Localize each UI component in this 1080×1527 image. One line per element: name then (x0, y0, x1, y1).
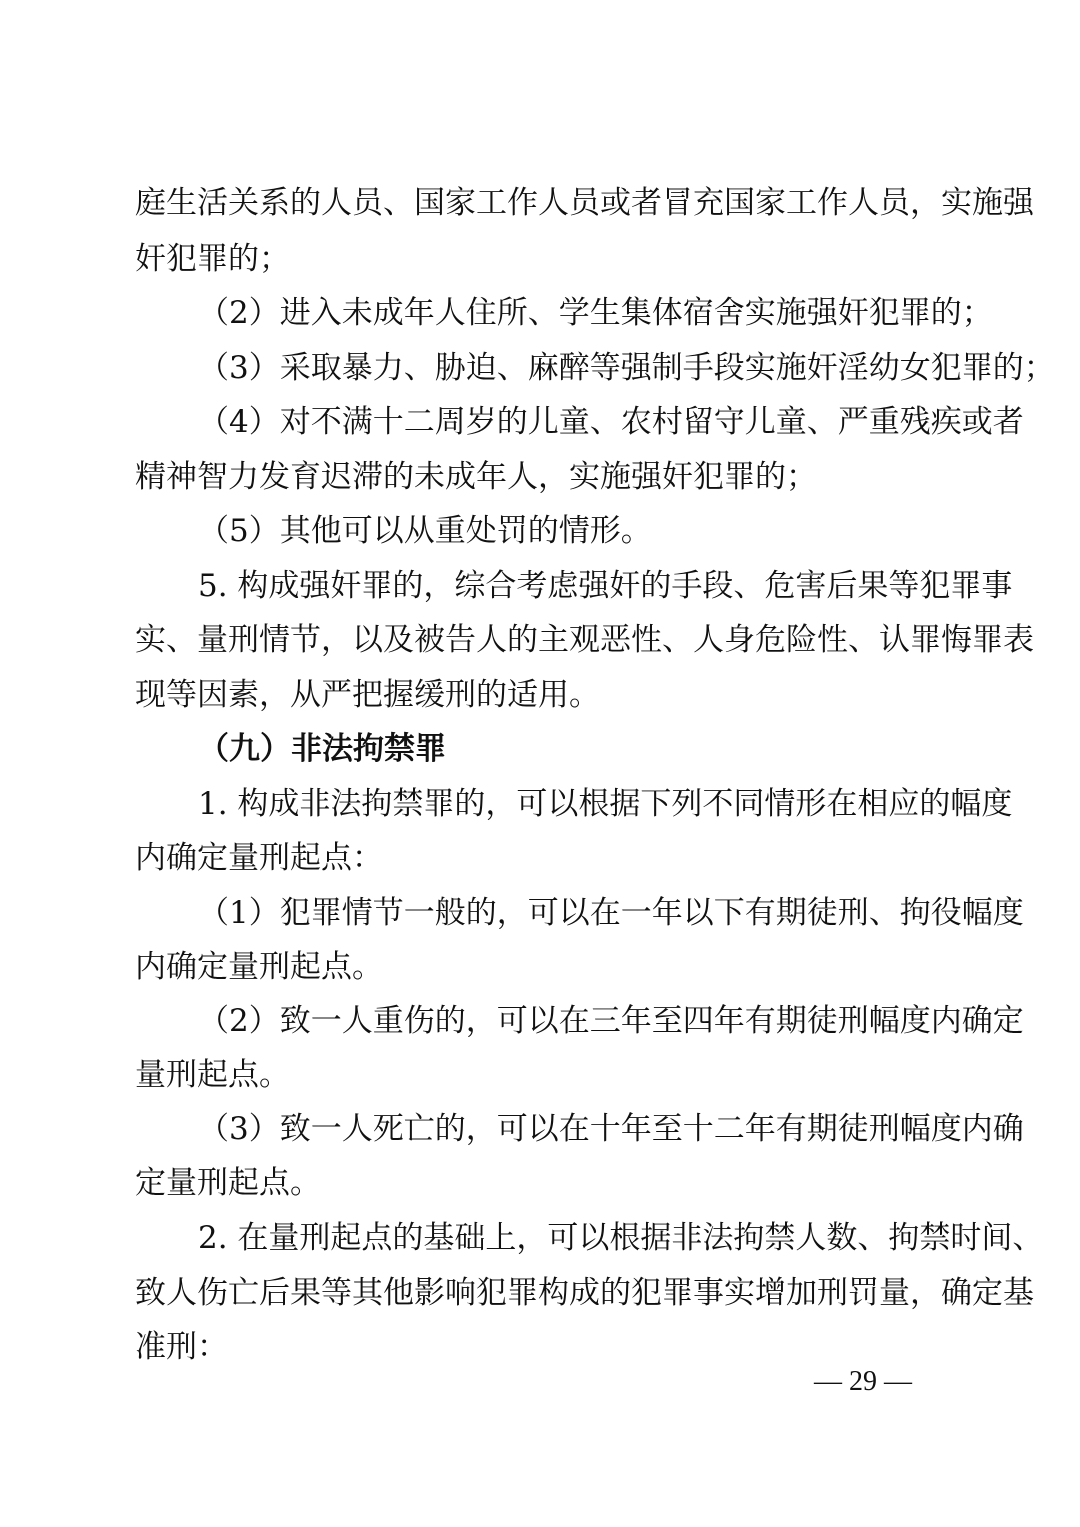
paragraph-5-line: 现等因素，从严把握缓刑的适用。 (135, 677, 600, 713)
paragraph-line: 庭生活关系的人员、国家工作人员或者冒充国家工作人员，实施强 (135, 185, 1034, 221)
page-number: — 29 — (814, 1366, 912, 1397)
list-item-2b: （2）致一人重伤的，可以在三年至四年有期徒刑幅度内确定 (198, 1003, 1024, 1039)
paragraph-2-line: 致人伤亡后果等其他影响犯罪构成的犯罪事实增加刑罚量，确定基 (135, 1275, 1034, 1311)
list-item-3b: （3）致一人死亡的，可以在十年至十二年有期徒刑幅度内确 (198, 1111, 1024, 1147)
list-item-4: （4）对不满十二周岁的儿童、农村留守儿童、严重残疾或者 (198, 404, 1024, 440)
list-item-3b-cont: 定量刑起点。 (135, 1165, 321, 1201)
paragraph-2: 2. 在量刑起点的基础上，可以根据非法拘禁人数、拘禁时间、 (198, 1220, 1044, 1256)
list-item-1-cont: 内确定量刑起点。 (135, 949, 383, 985)
list-item-3: （3）采取暴力、胁迫、麻醉等强制手段实施奸淫幼女犯罪的； (198, 350, 1055, 386)
section-heading: （九）非法拘禁罪 (198, 731, 446, 767)
list-item-5: （5）其他可以从重处罚的情形。 (198, 513, 652, 549)
paragraph-1-line: 内确定量刑起点： (135, 840, 383, 876)
paragraph-5-line: 实、量刑情节，以及被告人的主观恶性、人身危险性、认罪悔罪表 (135, 622, 1034, 658)
paragraph-2-line: 准刑： (135, 1329, 228, 1365)
list-item-2b-cont: 量刑起点。 (135, 1057, 290, 1093)
list-item-4-cont: 精神智力发育迟滞的未成年人，实施强奸犯罪的； (135, 459, 817, 495)
paragraph-5: 5. 构成强奸罪的，综合考虑强奸的手段、危害后果等犯罪事 (198, 568, 1013, 604)
paragraph-1: 1. 构成非法拘禁罪的，可以根据下列不同情形在相应的幅度 (198, 786, 1013, 822)
paragraph-line: 奸犯罪的； (135, 241, 290, 277)
list-item-2: （2）进入未成年人住所、学生集体宿舍实施强奸犯罪的； (198, 295, 993, 331)
list-item-1: （1）犯罪情节一般的，可以在一年以下有期徒刑、拘役幅度 (198, 895, 1024, 931)
